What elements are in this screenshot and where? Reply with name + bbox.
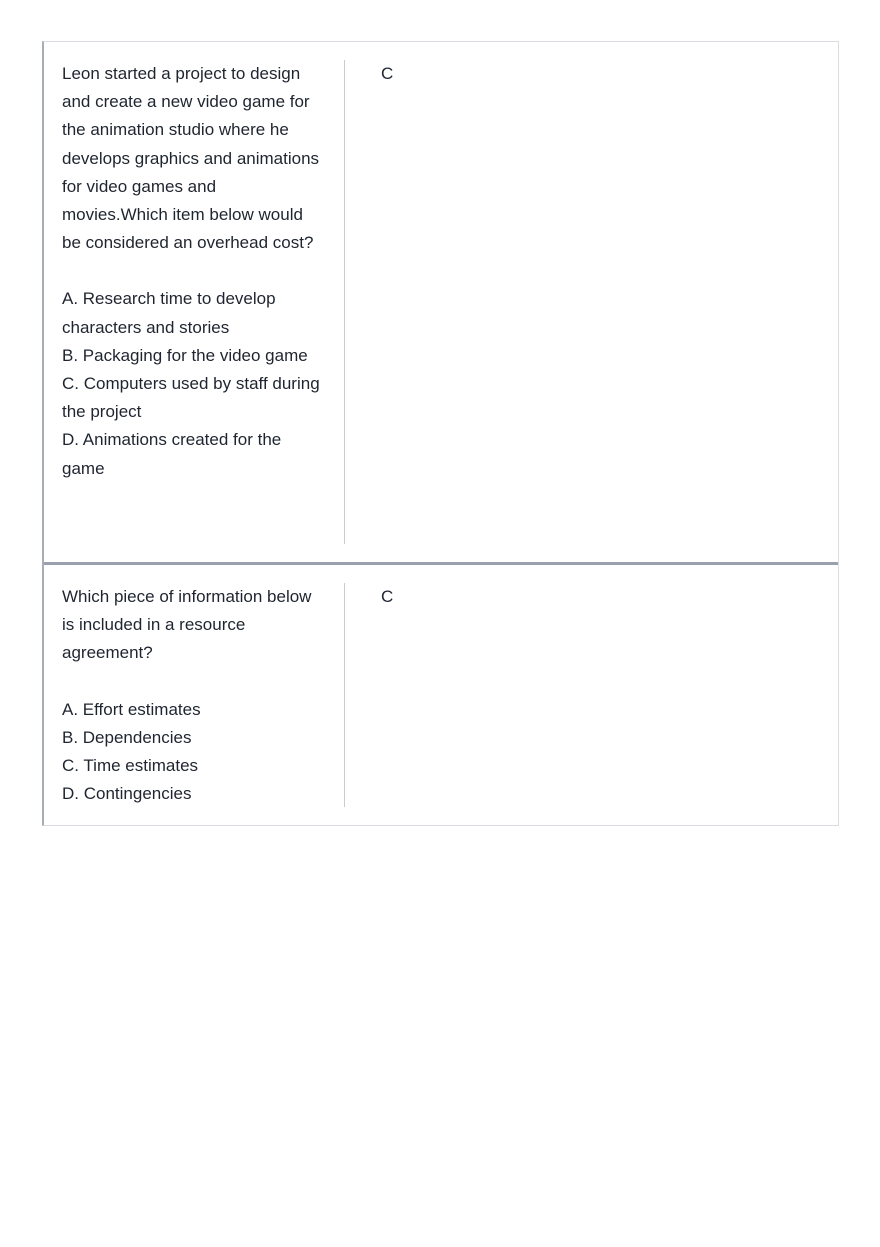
card-term xyxy=(44,60,345,544)
card-answer: C xyxy=(381,64,394,83)
option-c: C. Time estimates xyxy=(62,756,199,776)
card-answer: C xyxy=(381,587,394,606)
option-a: A. Research time to develop characters and stories xyxy=(62,289,276,337)
flashcard-2 xyxy=(44,562,838,825)
option-d: D. Contingencies xyxy=(62,784,192,804)
option-b: B. Dependencies xyxy=(62,727,192,747)
option-b: B. Packaging for the video game xyxy=(62,345,308,365)
option-c: C. Computers used by staff during the project xyxy=(62,374,320,422)
flashcard-1 xyxy=(44,42,838,562)
answer-options xyxy=(62,696,326,809)
flashcard-table xyxy=(42,41,839,826)
card-term xyxy=(44,583,345,807)
option-d: D. Animations created for the game xyxy=(62,430,282,478)
option-a: A. Effort estimates xyxy=(62,699,201,719)
answer-options xyxy=(62,285,326,482)
question-text: Which piece of information below is included in a resource agreement? xyxy=(62,587,312,663)
question-text: Leon started a project to design and create a new video game for the animation studio where he develops graphics and animations for video games and movies.Which item below would be considered an overhead cost? xyxy=(62,64,320,253)
